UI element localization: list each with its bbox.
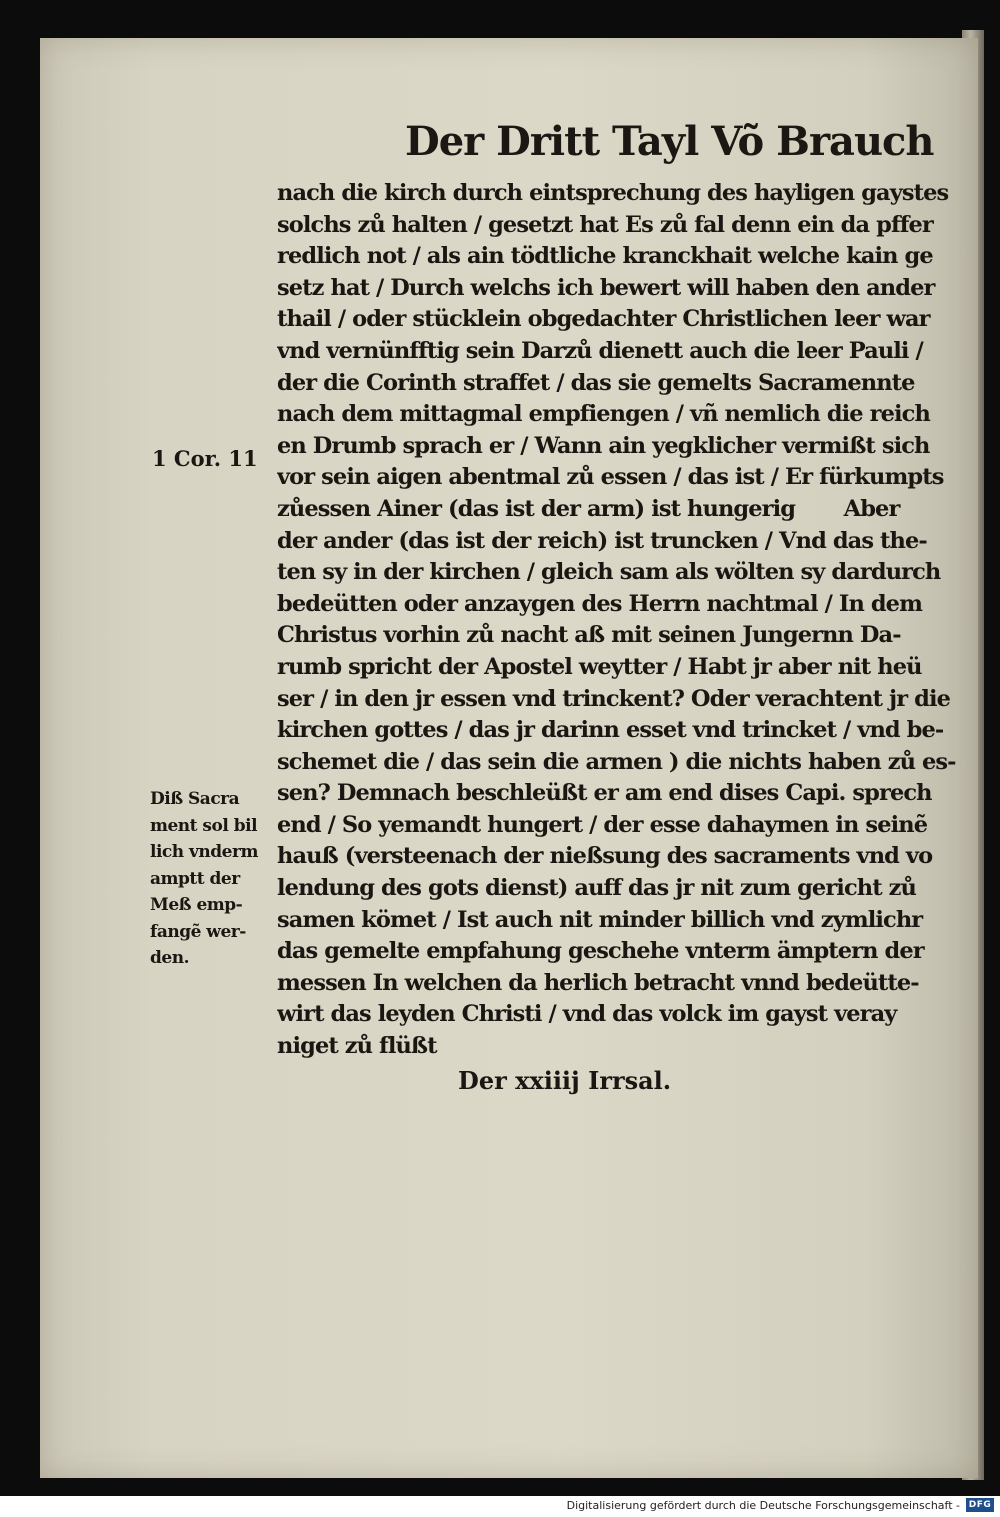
- text-line: das gemelte empfahung geschehe vnterm ämptern der: [277, 938, 924, 965]
- funding-credit: Digitalisierung gefördert durch die Deutsche Forschungsgemeinschaft -: [566, 1499, 960, 1512]
- text-line: messen In welchen da herlich betracht vnnd bedeütte-: [277, 969, 919, 996]
- side-note-line: amptt der: [150, 868, 240, 889]
- text-line: Christus vorhin zů nacht aß mit seinen Jungernn Da-: [277, 622, 901, 649]
- side-note-line: lich vnderm: [150, 842, 258, 862]
- text-line: vor sein aigen abentmal zů essen / das ist / Er fürkumpts: [277, 464, 944, 491]
- text-line: redlich not / als ain tödtliche kranckhait welche kain ge: [277, 243, 933, 270]
- text-line: sen? Demnach beschleüßt er am end dises Capi. sprech: [277, 780, 932, 807]
- text-line: rumb spricht der Apostel weytter / Habt jr aber nit heü: [277, 653, 922, 680]
- text-line: lendung des gots dienst) auff das jr nit zum gericht zů: [277, 875, 916, 902]
- text-line: zůessen Ainer (das ist der arm) ist hungerig Aber: [277, 495, 900, 522]
- section-heading: Der xxiiij Irrsal.: [458, 1066, 672, 1095]
- text-line: end / So yemandt hungert / der esse dahaymen in seinẽ: [277, 811, 928, 838]
- text-line: ten sy in der kirchen / gleich sam als wölten sy dardurch: [277, 559, 941, 586]
- body-text: [277, 178, 957, 1063]
- text-line: en Drumb sprach er / Wann ain yegklicher vermißt sich: [277, 432, 930, 459]
- text-line: setz hat / Durch welchs ich bewert will haben den ander: [277, 274, 935, 301]
- side-note-line: Meß emp-: [150, 895, 243, 915]
- text-line: vnd vernünfftig sein Darzů dienett auch die leer Pauli /: [277, 337, 923, 364]
- side-note-line: Diß Sacra: [150, 789, 240, 809]
- side-note-line: den.: [150, 948, 189, 968]
- text-line: kirchen gottes / das jr darinn esset vnd trincket / vnd be-: [277, 717, 944, 744]
- footer-bar: [0, 1496, 1000, 1517]
- text-line: der die Corinth straffet / das sie gemelts Sacramennte: [277, 369, 915, 396]
- text-line: solchs zů halten / gesetzt hat Es zů fal denn ein da pffer: [277, 211, 933, 238]
- text-line: niget zů flüßt: [277, 1033, 437, 1060]
- side-note-line: fangẽ wer-: [150, 921, 246, 942]
- text-line: nach die kirch durch eintsprechung des hayligen gaystes: [277, 180, 949, 206]
- text-line: der ander (das ist der reich) ist truncken / Vnd das the-: [277, 527, 927, 554]
- text-line: nach dem mittagmal empfiengen / vñ nemlich die reich: [277, 401, 930, 428]
- text-line: schemet die / das sein die armen ) die nichts haben zů es-: [277, 748, 956, 775]
- text-line: samen kömet / Ist auch nit minder billich vnd zymlichr: [277, 906, 923, 933]
- text-line: wirt das leyden Christi / vnd das volck im gayst veray: [277, 1001, 897, 1028]
- side-note-line: ment sol bil: [150, 815, 258, 836]
- text-line: bedeütten oder anzaygen des Herrn nachtmal / In dem: [277, 590, 922, 617]
- text-line: hauß (versteenach der nießsung des sacraments vnd vo: [277, 843, 933, 870]
- marginal-reference: 1 Cor. 11: [152, 446, 258, 471]
- running-head: Der Dritt Tayl Võ Brauch: [405, 118, 934, 165]
- text-line: thail / oder stücklein obgedachter Christlichen leer war: [277, 306, 930, 333]
- dfg-logo-icon: DFG: [966, 1498, 994, 1512]
- side-note: [150, 786, 276, 972]
- text-line: ser / in den jr essen vnd trinckent? Oder verachtent jr die: [277, 685, 951, 712]
